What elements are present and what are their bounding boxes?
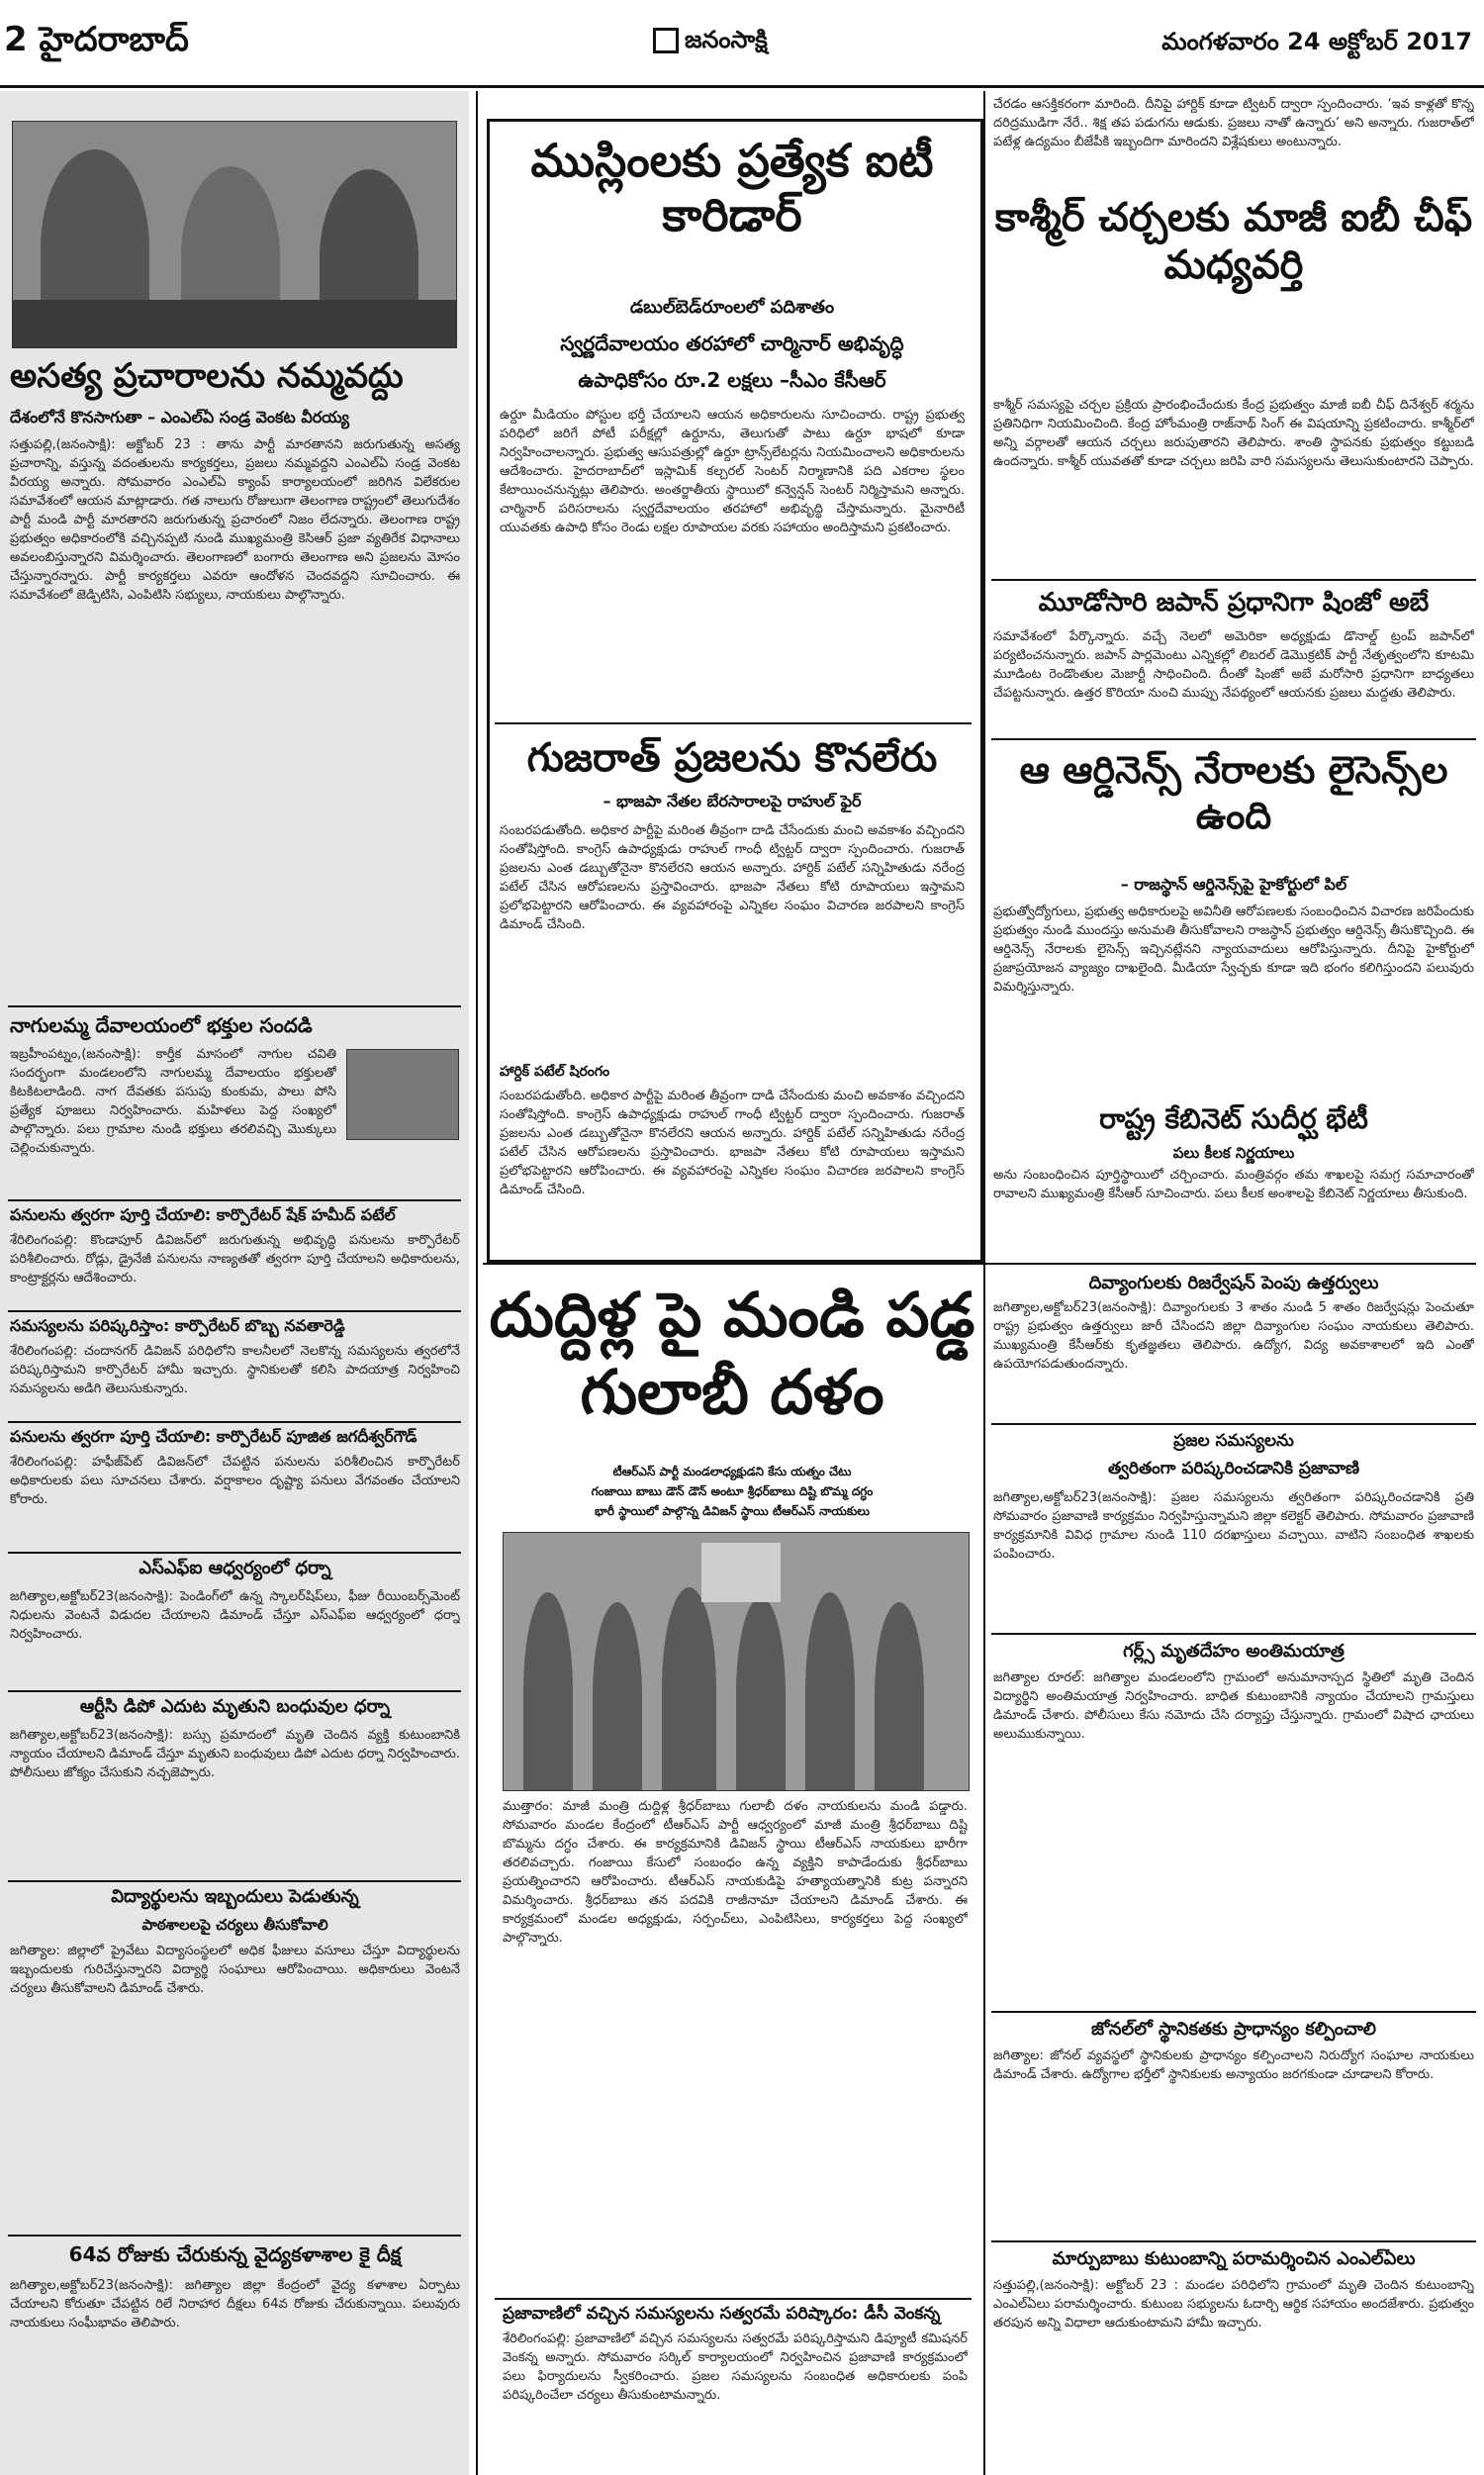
story-body: శేరిలింగంపల్లి: చందానగర్ డివిజన్ పరిధిలోని కాలనీలలో నెలకొన్న సమస్యలను త్వరలోనే పరిష్కరిస్తామని కార్పొరేటర్ హామీ ఇచ్చారు. స్థానికులతో కలిసి పాదయాత్ర నిర్వహించి సమస్యలను అడిగి తెలుసుకున్నారు. bbox=[10, 1344, 460, 1396]
story-headline: దుద్దిళ్ల పై మండి పడ్డ గులాబీ దళం bbox=[489, 1279, 975, 1428]
page-header bbox=[0, 0, 1484, 89]
story-body-continued: సంబరపడుతోంది. అధికార పార్టీపై మరింత తీవ్రంగా దాడి చేసేందుకు మంచి అవకాశం వచ్చిందని సంతోషిస్తోంది. కాంగ్రెస్ ఉపాధ్యక్షుడు రాహుల్ గాంధీ ట్విట్టర్ ద్వారా స్పందించారు. గుజరాత్ ప్రజలను ఎంత డబ్బుతోనైనా కొనలేరని ఆయన అన్నారు. హార్దిక్ పటేల్ సన్నిహితుడు నరేంద్ర పటేల్ చేసిన ఆరోపణలను ప్రస్తావించారు. భాజపా నేతలు కోటి రూపాయలు ఇస్తామని ప్రలోభపెట్టారని ఆరోపించారు. ఈ వ్యవహారంపై ఎన్నికల సంఘం విచారణ జరపాలని కాంగ్రెస్ డిమాండ్ చేసింది. bbox=[500, 1089, 965, 1197]
story-headline: మార్పుబాబు కుటుంబాన్ని పరామర్శించిన ఎంఎల్ఏలు bbox=[1052, 2248, 1416, 2269]
lead-photo bbox=[12, 121, 457, 348]
divider bbox=[495, 2298, 972, 2300]
divider bbox=[8, 2235, 461, 2237]
story-subheadline: ఉపాధికోసం రూ.2 లక్షలు –సీఎం కేసీఆర్ bbox=[578, 368, 886, 392]
story-headline: మూడోసారి జపాన్ ప్రధానిగా షింజో అబే bbox=[1038, 588, 1430, 618]
divider bbox=[8, 1310, 461, 1312]
lead-subheadline: దేశంలోనే కొనసాగుతా – ఎంఎల్ఏ సండ్ర వెంకట వీరయ్య bbox=[10, 408, 349, 427]
story-body: జగిత్యాల,అక్టోబర్23(జనంసాక్షి): దివ్యాంగులకు 3 శాతం నుండి 5 శాతం రిజర్వేషన్లు పెంచుతూ రాష్ట్ర ప్రభుత్వం ఉత్తర్వులు జారీ చేసిందని జిల్లా దివ్యాంగుల సంఘం నాయకులు తెలిపారు. ముఖ్యమంత్రి కేసీఆర్‌కు కృతజ్ఞతలు తెలిపారు. ఉద్యోగ, విద్య అవకాశాలలో ఇది ఎంతో ఉపయోగపడుతుందన్నారు. bbox=[993, 1300, 1474, 1372]
story-body: జగిత్యాల,అక్టోబర్23(జనంసాక్షి): బస్సు ప్రమాదంలో మృతి చెందిన వ్యక్తి కుటుంబానికి న్యాయం చేయాలని డిమాండ్ చేస్తూ మృతుని బంధువులు డిపో ఎదుట ధర్నా నిర్వహించారు. పోలీసులు జోక్యం చేసుకుని నచ్చజెప్పారు. bbox=[10, 1728, 460, 1780]
column-rule bbox=[476, 91, 478, 2475]
divider bbox=[991, 1423, 1476, 1425]
story-subheadline: త్వరితంగా పరిష్కరించడానికి ప్రజావాణి bbox=[1107, 1459, 1360, 1478]
divider bbox=[8, 1199, 461, 1201]
masthead bbox=[653, 26, 768, 59]
story-subheadline: భారీ స్థాయిలో పాల్గొన్న డివిజన్ స్థాయి టీఆర్ఎస్ నాయకులు bbox=[595, 1504, 870, 1518]
story-body: అను సంబంధించిన పూర్తిస్థాయిలో చర్చించారు. మంత్రివర్గం తమ శాఖలపై సమగ్ర సమాచారంతో రావాలని ముఖ్యమంత్రి కేసీఆర్ సూచించారు. పలు కీలక అంశాలపై కేబినెట్ నిర్ణయాలు తీసుకుంది. bbox=[993, 1168, 1474, 1201]
story-body: సత్తుపల్లి,(జనంసాక్షి): అక్టోబర్ 23 : మండల పరిధిలోని గ్రామంలో మృతి చెందిన కుటుంబాన్ని ఎంఎల్ఏలు పరామర్శించారు. కుటుంబ సభ్యులను ఓదార్చి ఆర్థిక సహాయం అందజేశారు. ప్రభుత్వం తరపున అన్ని విధాలా ఆదుకుంటామని హామీ ఇచ్చారు. bbox=[993, 2278, 1474, 2331]
photo-person bbox=[523, 1592, 573, 1790]
divider bbox=[8, 1552, 461, 1554]
divider bbox=[8, 1005, 461, 1007]
protest-photo bbox=[503, 1532, 970, 1791]
story-body: ప్రభుత్వోద్యోగులు, ప్రభుత్వ అధికారులపై అవినీతి ఆరోపణలకు సంబంధించిన విచారణ జరిపేందుకు ప్రభుత్వం నుండి ముందస్తు అనుమతి తీసుకోవాలని రాజస్థాన్ ప్రభుత్వం ఆర్డినెన్స్ తీసుకొచ్చింది. ఈ ఆర్డినెన్స్ నేరాలకు లైసెన్స్ ఇచ్చినట్లేనని న్యాయవాదులు ఆరోపిస్తున్నారు. దీనిపై హైకోర్టులో ప్రజాప్రయోజన వ్యాజ్యం దాఖలైంది. మీడియా స్వేచ్ఛకు కూడా ఇది భంగం కలిగిస్తుందని పలువురు విమర్శిస్తున్నారు. bbox=[993, 904, 1474, 995]
story-photo bbox=[346, 1049, 459, 1140]
story-headline: ఆ ఆర్డినెన్స్ నేరాలకు లైసెన్స్‌ల ఉంది bbox=[1019, 748, 1448, 837]
photo-smoke bbox=[701, 1543, 781, 1602]
story-subheadline: స్వర్ణదేవాలయం తరహాలో చార్మినార్ అభివృద్ధి bbox=[560, 332, 904, 355]
story-headline: ఎస్ఎఫ్ఐ ఆధ్వర్యంలో ధర్నా bbox=[139, 1558, 331, 1578]
issue-date: మంగళవారం 24 అక్టోబర్ 2017 bbox=[1161, 28, 1472, 55]
story-headline: దివ్యాంగులకు రిజర్వేషన్ పెంపు ఉత్తర్వులు bbox=[1088, 1273, 1379, 1293]
story-headline: జోనల్‌లో స్థానికతకు ప్రాధాన్యం కల్పించాలి bbox=[1090, 2019, 1376, 2040]
story-body: జగిత్యాల: జిల్లాలో ప్రైవేటు విద్యాసంస్థలలో అధిక ఫీజులు వసూలు చేస్తూ విద్యార్థులను ఇబ్బందులకు గురిచేస్తున్నారని విద్యార్థి సంఘాలు ఆరోపించాయి. అధికారులు వెంటనే చర్యలు తీసుకోవాలని డిమాండ్ చేశారు. bbox=[10, 1944, 460, 1996]
story-headline: ఆర్టీసి డిపో ఎదుట మృతుని బంధువుల ధర్నా bbox=[79, 1696, 391, 1717]
story-body: కాశ్మీర్ సమస్యపై చర్చల ప్రక్రియ ప్రారంభించేందుకు కేంద్ర ప్రభుత్వం మాజీ ఐబీ చీఫ్ దినేశ్వర్ శర్మను ప్రతినిధిగా నియమించింది. కేంద్ర హోంమంత్రి రాజ్‌నాథ్ సింగ్ ఈ విషయాన్ని ప్రకటించారు. కాశ్మీర్‌లో అన్ని వర్గాలతో ఆయన చర్చలు జరుపుతారని తెలిపారు. శాంతి స్థాపనకు ప్రభుత్వం కట్టుబడి ఉందన్నారు. కాశ్మీర్ యువతతో కూడా చర్చలు జరిపి వారి సమస్యలను తెలుసుకుంటారని చెప్పారు. bbox=[993, 398, 1474, 469]
story-subheadline: టీఆర్ఎస్ పార్టీ మండలాధ్యక్షుడని కేసు యత్నం చేటు bbox=[612, 1465, 852, 1478]
story-subheadline: – భాజపా నేతల బేరసారాలపై రాహుల్ ఫైర్ bbox=[603, 792, 862, 810]
story-body: శేరిలింగంపల్లి: కొండాపూర్ డివిజన్‌లో జరుగుతున్న అభివృద్ధి పనులను కార్పొరేటర్ పరిశీలించారు. రోడ్లు, డ్రైనేజీ పనులను నాణ్యతతో త్వరగా పూర్తి చేయాలని అధికారులను, కాంట్రాక్టర్లను ఆదేశించారు. bbox=[10, 1233, 460, 1285]
story-body: జగిత్యాల రూరల్: జగిత్యాల మండలంలోని గ్రామంలో అనుమానాస్పద స్థితిలో మృతి చెందిన విద్యార్థిని అంతిమయాత్ర నిర్వహించారు. బాధిత కుటుంబానికి న్యాయం చేయాలని గ్రామస్తులు డిమాండ్ చేశారు. పోలీసులు కేసు నమోదు చేసి దర్యాప్తు చేస్తున్నారు. గ్రామంలో విషాద ఛాయలు అలుముకున్నాయి. bbox=[993, 1670, 1474, 1742]
column-rule bbox=[983, 1267, 985, 2475]
story-headline: ప్రజల సమస్యలను bbox=[1173, 1431, 1294, 1451]
story-headline: ముస్లింలకు ప్రత్యేక ఐటీ కారిడార్ bbox=[530, 134, 934, 242]
photo-person bbox=[736, 1597, 786, 1790]
story-body: జగిత్యాల,అక్టోబర్23(జనంసాక్షి): జగిత్యాల జిల్లా కేంద్రంలో వైద్య కళాశాల ఏర్పాటు చేయాలని కోరుతూ చేపట్టిన రిలే నిరాహార దీక్షలు 64వ రోజుకు చేరుకున్నాయి. పలువురు నాయకులు సంఘీభావం తెలిపారు. bbox=[10, 2278, 460, 2331]
story-headline: పనులను త్వరగా పూర్తి చేయాలి: కార్పొరేటర్ షేక్ హమీద్ పటేల్ bbox=[10, 1205, 396, 1224]
story-body: జగిత్యాల,అక్టోబర్23(జనంసాక్షి): ప్రజల సమస్యలను త్వరితంగా పరిష్కరించడానికి ప్రతి సోమవారం ప్రజావాణి కార్యక్రమం నిర్వహిస్తున్నామని జిల్లా కలెక్టర్ తెలిపారు. సోమవారం ప్రజావాణి కార్యక్రమానికి వివిధ గ్రామాల నుండి 110 దరఖాస్తులు వచ్చాయి. వాటిని సంబంధిత శాఖలకు పంపించారు. bbox=[993, 1490, 1474, 1562]
lead-body: సత్తుపల్లి,(జనంసాక్షి): అక్టోబర్ 23 : తాను పార్టీ మారతానని జరుగుతున్న అసత్య ప్రచారాన్ని, వస్తున్న వదంతులను కార్యకర్తలు, ప్రజలు నమ్మవద్దని ఎంఎల్ఏ సండ్ర వెంకట వీరయ్య అన్నారు. సోమవారం ఎంఎల్ఏ క్యాంప్ కార్యాలయంలో జరిగిన విలేకరుల సమావేశంలో ఆయన మాట్లాడారు. గత నాలుగు రోజులుగా తెలంగాణ రాష్ట్రంలో తెలుగుదేశం పార్టీ మండి పార్టీ మారతారని జరుగుతున్న ప్రచారంలో నిజం లేదన్నారు. తెలంగాణ రాష్ట్ర ప్రభుత్వం అధికారంలోకి వచ్చినప్పటి నుండి ముఖ్యమంత్రి కెసిఆర్ ప్రజా వ్యతిరేక విధానాలు అవలంబిస్తున్నారని విమర్శించారు. తెలంగాణలో బంగారు తెలంగాణ అని ప్రజలను మోసం చేస్తున్నారన్నారు. పార్టీ కార్యకర్తలు ఎవరూ ఆందోళన చెందవద్దని సూచించారు. ఈ సమావేశంలో జెడ్పిటిసి, ఎంపిటిసి సభ్యులు, నాయకులు పాల్గొన్నారు. bbox=[10, 437, 460, 603]
story-body: సంబరపడుతోంది. అధికార పార్టీపై మరింత తీవ్రంగా దాడి చేసేందుకు మంచి అవకాశం వచ్చిందని సంతోషిస్తోంది. కాంగ్రెస్ ఉపాధ్యక్షుడు రాహుల్ గాంధీ ట్విట్టర్ ద్వారా స్పందించారు. గుజరాత్ ప్రజలను ఎంత డబ్బుతోనైనా కొనలేరని ఆయన అన్నారు. హార్దిక్ పటేల్ సన్నిహితుడు నరేంద్ర పటేల్ చేసిన ఆరోపణలను ప్రస్తావించారు. భాజపా నేతలు కోటి రూపాయలు ఇస్తామని ప్రలోభపెట్టారని ఆరోపించారు. ఈ వ్యవహారంపై ఎన్నికల సంఘం విచారణ జరపాలని కాంగ్రెస్ డిమాండ్ చేసింది. bbox=[500, 823, 965, 932]
story-subheadline: పాఠశాలలపై చర్యలు తీసుకోవాలి bbox=[141, 1916, 328, 1934]
photo-person bbox=[593, 1602, 642, 1790]
story-body: శేరిలింగంపల్లి: ప్రజావాణిలో వచ్చిన సమస్యలను సత్వరమే పరిష్కరిస్తామని డిప్యూటీ కమిషనర్ వెంకన్న అన్నారు. సోమవారం సర్కిల్ కార్యాలయంలో నిర్వహించిన ప్రజావాణి కార్యక్రమంలో పలు ఫిర్యాదులను స్వీకరించారు. ప్రజల సమస్యలను సంబంధిత అధికారులకు పంపి పరిష్కరించేలా చర్యలు తీసుకుంటామన్నారు. bbox=[503, 2332, 968, 2403]
story-inline-subhead: హార్దిక్ పటేల్ షిరంగం bbox=[500, 1064, 610, 1080]
photo-table bbox=[13, 300, 456, 347]
story-headline: గర్ల్స్ మృతదేహం అంతిమయాత్ర bbox=[1123, 1641, 1345, 1662]
photo-person bbox=[805, 1592, 855, 1790]
story-body: ముత్తారం: మాజీ మంత్రి దుద్దిళ్ల శ్రీధర్‌బాబు గులాబీ దళం నాయకులను మండి పడ్డారు. సోమవారం మండల కేంద్రంలో టీఆర్ఎస్ పార్టీ ఆధ్వర్యంలో మాజీ మంత్రి శ్రీధర్‌బాబు దిష్టి బొమ్మను దగ్ధం చేశారు. ఈ కార్యక్రమానికి డివిజన్ స్థాయి టీఆర్ఎస్ నాయకులు భారీగా తరలివచ్చారు. గంజాయి కేసులో సంబంధం ఉన్న వ్యక్తిని కాపాడేందుకు శ్రీధర్‌బాబు ప్రయత్నించారని ఆరోపించారు. టీఆర్ఎస్ నాయకుడిపై హత్యాయత్నానికి కుట్ర పన్నారని విమర్శించారు. శ్రీధర్‌బాబు తన పదవికి రాజీనామా చేయాలని డిమాండ్ చేశారు. ఈ కార్యక్రమంలో మండల అధ్యక్షుడు, సర్పంచ్‌లు, ఎంపిటిసిలు, కార్యకర్తలు పెద్ద సంఖ్యలో పాల్గొన్నారు. bbox=[503, 1799, 968, 1946]
photo-person bbox=[662, 1587, 716, 1790]
divider bbox=[8, 1880, 461, 1882]
lead-headline: అసత్య ప్రచారాలను నమ్మవద్దు bbox=[10, 356, 404, 396]
story-headline: విద్యార్థులను ఇబ్బందులు పెడుతున్న bbox=[111, 1886, 359, 1907]
divider bbox=[991, 579, 1476, 581]
story-headline: పనులను త్వరగా పూర్తి చేయాలి: కార్పొరేటర్ పూజిత జగదీశ్వర్‌గౌడ్ bbox=[10, 1427, 417, 1446]
column-rule bbox=[983, 91, 985, 1298]
story-headline: రాష్ట్ర కేబినెట్ సుదీర్ఘ భేటీ bbox=[1099, 1102, 1368, 1135]
divider bbox=[991, 1633, 1476, 1635]
story-headline: నాగులమ్మ దేవాలయంలో భక్తుల సందడి bbox=[10, 1013, 313, 1037]
divider bbox=[8, 1690, 461, 1692]
divider bbox=[495, 722, 972, 724]
story-subheadline: గంజాయి బాబు డౌన్ డౌన్ అంటూ శ్రీధర్‌బాబు దిష్టి బొమ్మ దగ్ధం bbox=[591, 1484, 874, 1498]
divider bbox=[991, 738, 1476, 740]
story-headline: గుజరాత్ ప్రజలను కొనలేరు bbox=[526, 735, 938, 781]
photo-person bbox=[875, 1602, 924, 1790]
story-subheadline: పలు కీలక నిర్ణయాలు bbox=[1172, 1144, 1295, 1162]
divider bbox=[991, 2240, 1476, 2242]
page-number-label: 2 హైదరాబాద్ bbox=[4, 20, 189, 59]
story-headline: సమస్యలను పరిష్కరిస్తాం: కార్పొరేటర్ బొబ్బ నవతారెడ్డి bbox=[10, 1316, 345, 1335]
divider bbox=[991, 2011, 1476, 2013]
story-body: సమావేశంలో పేర్కొన్నారు. వచ్చే నెలలో అమెరికా అధ్యక్షుడు డొనాల్డ్ ట్రంప్ జపాన్‌లో పర్యటించనున్నారు. జపాన్ పార్లమెంటు ఎన్నికల్లో లిబరల్ డెమొక్రటిక్ పార్టీ నేతృత్వంలోని కూటమి మూడింట రెండొంతుల మెజార్టీ సాధించింది. దీంతో షింజో అబే మరోసారి ప్రధానిగా బాధ్యతలు చేపట్టనున్నారు. ఉత్తర కొరియా నుంచి ముప్పు నేపథ్యంలో ఆయనకు ప్రజలు మద్దతు తెలిపారు. bbox=[993, 629, 1474, 701]
story-body: జగిత్యాల: జోనల్ వ్యవస్థలో స్థానికులకు ప్రాధాన్యం కల్పించాలని నిరుద్యోగ సంఘాల నాయకులు డిమాండ్ చేశారు. ఉద్యోగాల భర్తీలో స్థానికులకు అన్యాయం జరగకుండా చూడాలని కోరారు. bbox=[993, 2048, 1474, 2082]
masthead-title: జనంసాక్షి bbox=[685, 26, 768, 53]
story-body: శేరిలింగంపల్లి: హఫీజ్‌పేట్ డివిజన్‌లో చేపట్టిన పనులను పరిశీలించిన కార్పొరేటర్ అధికారులకు పలు సూచనలు చేశారు. వర్షాకాలం దృష్ట్యా పనులు వేగవంతం చేయాలని కోరారు. bbox=[10, 1455, 460, 1507]
story-body: ఇబ్రహీంపట్నం,(జనంసాక్షి): కార్తీక మాసంలో నాగుల చవితి సందర్భంగా మండలంలోని నాగులమ్మ దేవాలయం భక్తులతో కిటకిటలాడింది. నాగ దేవతకు పసుపు కుంకుమ, పాలు పోసి ప్రత్యేక పూజలు నిర్వహించారు. మహిళలు పెద్ద సంఖ్యలో పాల్గొన్నారు. పలు గ్రామాల నుండి భక్తులు తరలివచ్చి మొక్కులు చెల్లించుకున్నారు. bbox=[10, 1047, 336, 1156]
story-body: జగిత్యాల,అక్టోబర్23(జనంసాక్షి): పెండింగ్‌లో ఉన్న స్కాలర్‌షిప్‌లు, ఫీజు రీయింబర్స్‌మెంట్ నిధులను వెంటనే విడుదల చేయాలని డిమాండ్ చేస్తూ ఎస్ఎఫ్ఐ ఆధ్వర్యంలో ధర్నా నిర్వహించారు. bbox=[10, 1589, 460, 1642]
divider bbox=[8, 1421, 461, 1423]
masthead-logo-icon bbox=[653, 28, 679, 53]
story-headline: ప్రజావాణిలో వచ్చిన సమస్యలను సత్వరమే పరిష్కారం: డీసీ వెంకన్న bbox=[503, 2304, 941, 2324]
header-rule bbox=[0, 85, 1484, 88]
story-body: చేరడం ఆసక్తికరంగా మారింది. దీనిపై హార్దిక్ కూడా ట్విటర్ ద్వారా స్పందించారు. ‘ఇవ కాళ్లతో కొన్న దరిద్రముడిగా నేరే.. శిక్ష తప పడుగను ఆడుకు. ప్రజలు నాతో ఉన్నారు’ అని అన్నారు. గుజరాత్‌లో పటేళ్ల ఉద్యమం బీజేపీకి ఇబ్బందిగా మారిందని విశ్లేషకులు అంటున్నారు. bbox=[993, 97, 1474, 149]
story-body: ఉర్దూ మీడియం పోస్టుల భర్తీ చేయాలని ఆయన అధికారులను సూచించారు. రాష్ట్ర ప్రభుత్వ పరిధిలో జరిగే పోటీ పరీక్షల్లో ఉర్దూను, తెలుగుతో పాటు ఉర్దూ భాషలో కూడా నిర్వహించాలన్నారు. ప్రభుత్వ ఆసుపత్రుల్లో ఉర్దూ ట్రాన్స్‌లేటర్లను నియమించాలని అధికారులను ఆదేశించారు. హైదరాబాద్‌లో ఇస్లామిక్ కల్చరల్ సెంటర్ నిర్మాణానికి పది ఎకరాల స్థలం కేటాయించనున్నట్లు తెలిపారు. అంతర్జాతీయ స్థాయిలో కన్వెన్షన్ సెంటర్ నిర్మిస్తామని అన్నారు. చార్మినార్ పరిసరాలను స్వర్ణదేవాలయం తరహాలో అభివృద్ధి చేస్తామన్నారు. మైనారిటీ యువతకు ఉపాధి కోసం రెండు లక్షల రూపాయల వరకు సహాయం అందిస్తామని ప్రకటించారు. bbox=[500, 408, 965, 535]
story-headline: కాశ్మీర్ చర్చలకు మాజీ ఐబీ చీఫ్ మధ్యవర్తి bbox=[994, 195, 1473, 288]
story-subheadline: – రాజస్థాన్ ఆర్డినెన్స్‌పై హైకోర్టులో పిల్ bbox=[1120, 875, 1347, 894]
story-subheadline: డబుల్‌బెడ్‌రూంలలో పదిశాతం bbox=[629, 297, 835, 318]
story-headline: 64వ రోజుకు చేరుకున్న వైద్యకళాశాల కై దీక్ష bbox=[68, 2242, 402, 2266]
divider bbox=[483, 1263, 1476, 1265]
